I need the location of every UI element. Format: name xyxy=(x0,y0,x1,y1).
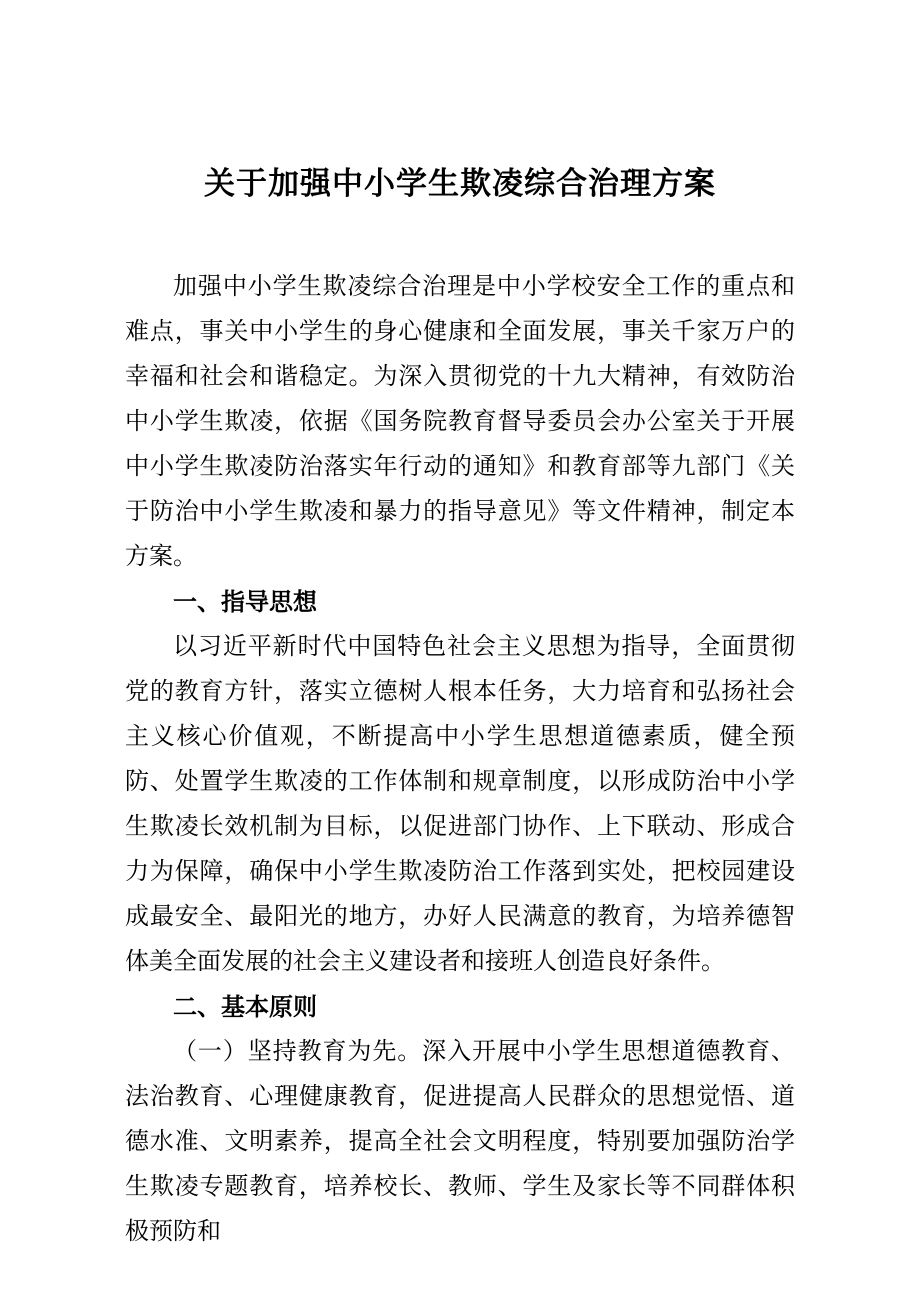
paragraph-intro: 加强中小学生欺凌综合治理是中小学校安全工作的重点和难点，事关中小学生的身心健康和全面发展，事关千家万户的幸福和社会和谐稳定。为深入贯彻党的十九大精神，有效防治中小学生欺凌，依据《国务院教育督导委员会办公室关于开展中小学生欺凌防治落实年行动的通知》和教育部等九部门《关于防治中小学生欺凌和暴力的指导意见》等文件精神，制定本方案。 xyxy=(125,274,795,570)
section-heading-basic-principles: 二、基本原则 xyxy=(173,994,317,1021)
paragraph-guiding-ideology: 以习近平新时代中国特色社会主义思想为指导，全面贯彻党的教育方针，落实立德树人根本任务，大力培育和弘扬社会主义核心价值观，不断提高中小学生思想道德素质，健全预防、处置学生欺凌的工作体制和规章制度，以形成防治中小学生欺凌长效机制为目标，以促进部门协作、上下联动、形成合力为保障，确保中小学生欺凌防治工作落到实处，把校园建设成最安全、最阳光的地方，办好人民满意的教育，为培养德智体美全面发展的社会主义建设者和接班人创造良好条件。 xyxy=(125,634,795,975)
document-title: 关于加强中小学生欺凌综合治理方案 xyxy=(204,166,716,201)
paragraph-basic-principles: （一）坚持教育为先。深入开展中小学生思想道德教育、法治教育、心理健康教育，促进提高人民群众的思想觉悟、道德水准、文明素养，提高全社会文明程度，特别要加强防治学生欺凌专题教育，培养校长、教师、学生及家长等不同群体积极预防和 xyxy=(125,1039,795,1245)
section-heading-guiding-ideology: 一、指导思想 xyxy=(173,589,317,616)
